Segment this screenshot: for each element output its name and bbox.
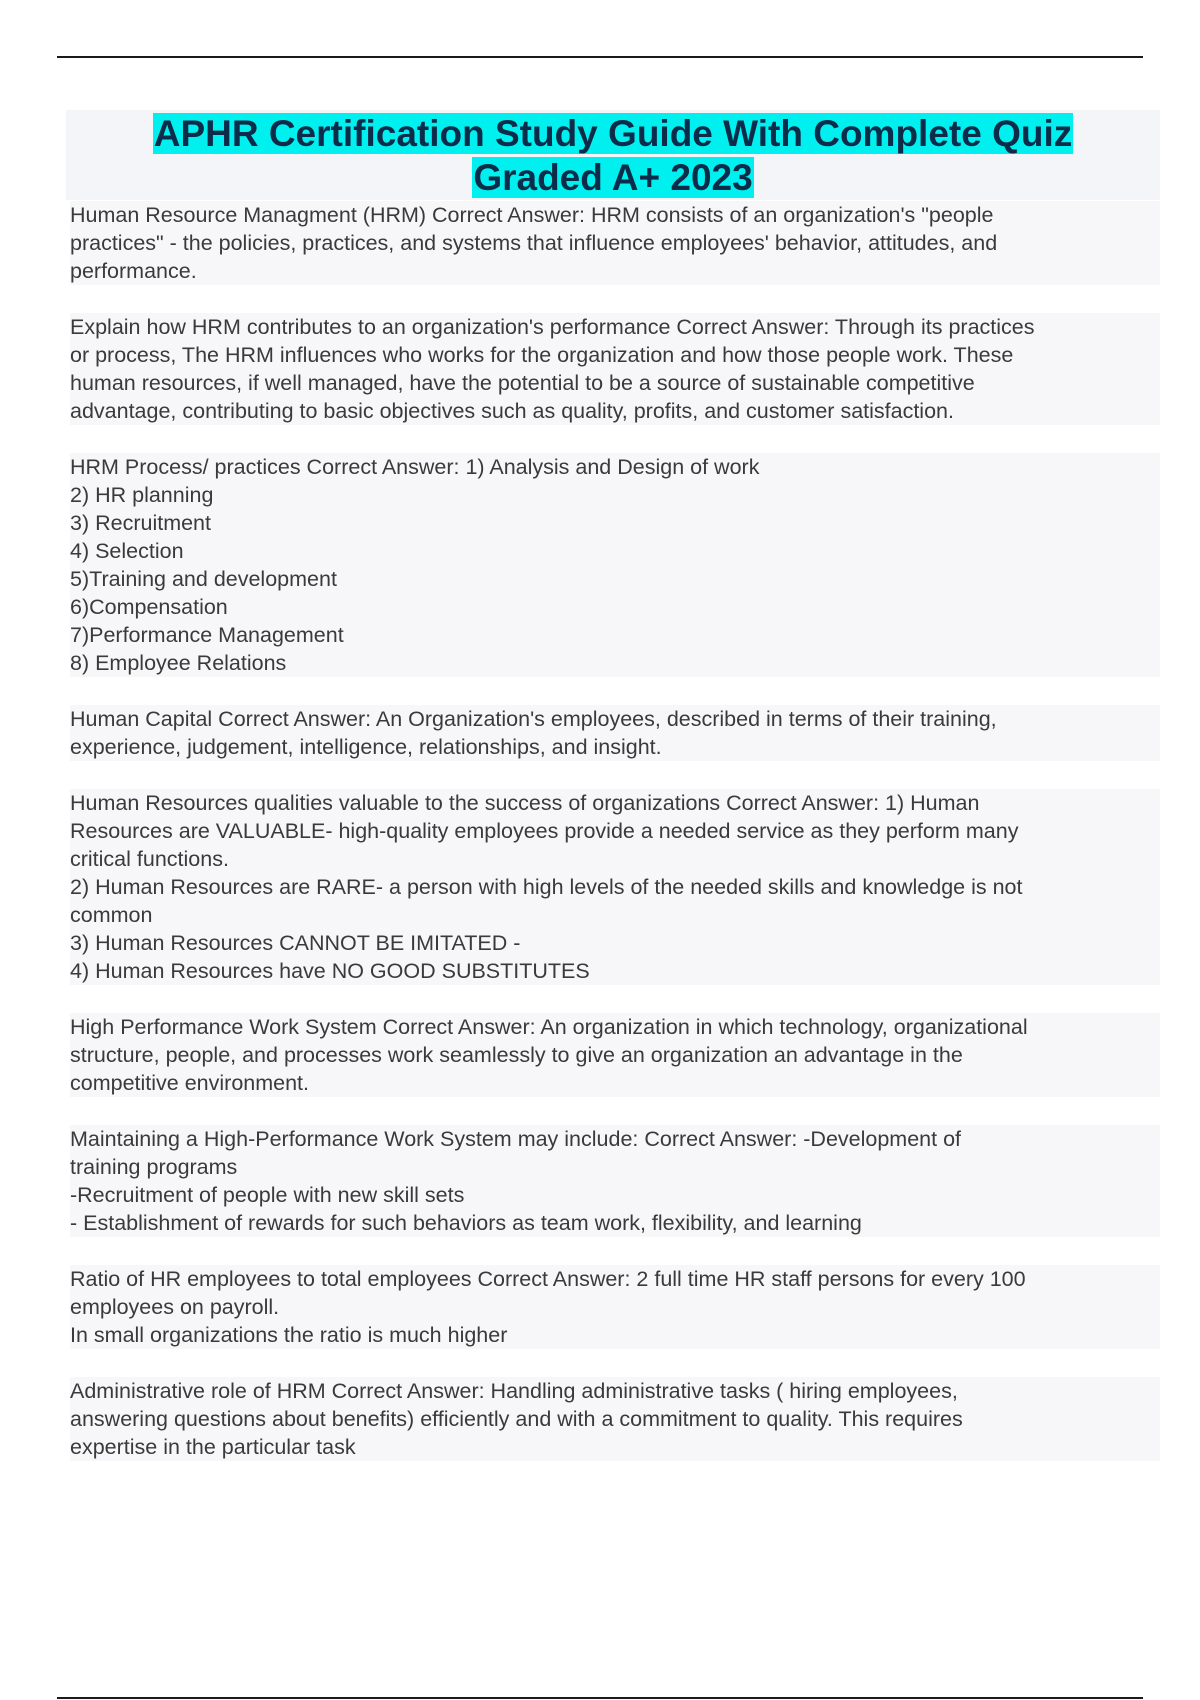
entry-line: High Performance Work System Correct Answer: An organization in which technology, organizational [70, 1015, 1028, 1039]
entry-line: structure, people, and processes work seamlessly to give an organization an advantage in the [70, 1043, 963, 1067]
entry-line: 4) Human Resources have NO GOOD SUBSTITUTES [70, 959, 590, 983]
entry-line: critical functions. [70, 847, 229, 871]
entry-line: 2) Human Resources are RARE- a person with high levels of the needed skills and knowledge is not [70, 875, 1023, 899]
entry-line: employees on payroll. [70, 1295, 280, 1319]
title-block [66, 110, 1160, 200]
entry-line: 2) HR planning [70, 483, 214, 507]
entry-line: 6)Compensation [70, 595, 228, 619]
entry-line: 3) Recruitment [70, 511, 211, 535]
entry-line: performance. [70, 259, 197, 283]
entry-line: In small organizations the ratio is much higher [70, 1323, 508, 1347]
entry-line: 4) Selection [70, 539, 184, 563]
entry-line: human resources, if well managed, have the potential to be a source of sustainable competitive [70, 371, 975, 395]
qa-entry [70, 201, 1160, 285]
qa-entry [70, 789, 1160, 985]
entry-line: experience, judgement, intelligence, relationships, and insight. [70, 735, 662, 759]
qa-entry [70, 313, 1160, 425]
entry-line: advantage, contributing to basic objectives such as quality, profits, and customer satisfaction. [70, 399, 954, 423]
entry-line: answering questions about benefits) efficiently and with a commitment to quality. This requires [70, 1407, 963, 1431]
entry-line: competitive environment. [70, 1071, 309, 1095]
entry-line: 3) Human Resources CANNOT BE IMITATED - [70, 931, 521, 955]
title-line-1: APHR Certification Study Guide With Complete Quiz [153, 113, 1073, 154]
entry-line: Human Resource Managment (HRM) Correct Answer: HRM consists of an organization's "people [70, 203, 994, 227]
entry-line: Maintaining a High-Performance Work System may include: Correct Answer: -Development of [70, 1127, 962, 1151]
entry-line: Human Capital Correct Answer: An Organization's employees, described in terms of their training, [70, 707, 997, 731]
document-body [70, 201, 1160, 1489]
entry-line: expertise in the particular task [70, 1435, 356, 1459]
entry-line: Ratio of HR employees to total employees Correct Answer: 2 full time HR staff persons for every 100 [70, 1267, 1026, 1291]
entry-line: Explain how HRM contributes to an organization's performance Correct Answer: Through its practices [70, 315, 1035, 339]
entry-line: -Recruitment of people with new skill sets [70, 1183, 465, 1207]
document-title [66, 112, 1160, 200]
entry-line: or process, The HRM influences who works for the organization and how those people work. These [70, 343, 1014, 367]
entry-line: Administrative role of HRM Correct Answer: Handling administrative tasks ( hiring employees, [70, 1379, 958, 1403]
qa-entry [70, 1265, 1160, 1349]
bottom-rule [57, 1697, 1143, 1699]
entry-line: 5)Training and development [70, 567, 337, 591]
qa-entry [70, 1125, 1160, 1237]
entry-line: Human Resources qualities valuable to the success of organizations Correct Answer: 1) Human [70, 791, 980, 815]
entry-line: common [70, 903, 153, 927]
qa-entry [70, 705, 1160, 761]
entry-line: 8) Employee Relations [70, 651, 287, 675]
entry-line: 7)Performance Management [70, 623, 344, 647]
qa-entry [70, 453, 1160, 677]
qa-entry [70, 1377, 1160, 1461]
entry-line: - Establishment of rewards for such behaviors as team work, flexibility, and learning [70, 1211, 862, 1235]
entry-line: Resources are VALUABLE- high-quality employees provide a needed service as they perform many [70, 819, 1019, 843]
entry-line: practices" - the policies, practices, and systems that influence employees' behavior, attitudes, and [70, 231, 998, 255]
entry-line: HRM Process/ practices Correct Answer: 1) Analysis and Design of work [70, 455, 760, 479]
entry-line: training programs [70, 1155, 238, 1179]
title-line-2: Graded A+ 2023 [473, 157, 753, 198]
qa-entry [70, 1013, 1160, 1097]
top-rule [57, 56, 1143, 58]
